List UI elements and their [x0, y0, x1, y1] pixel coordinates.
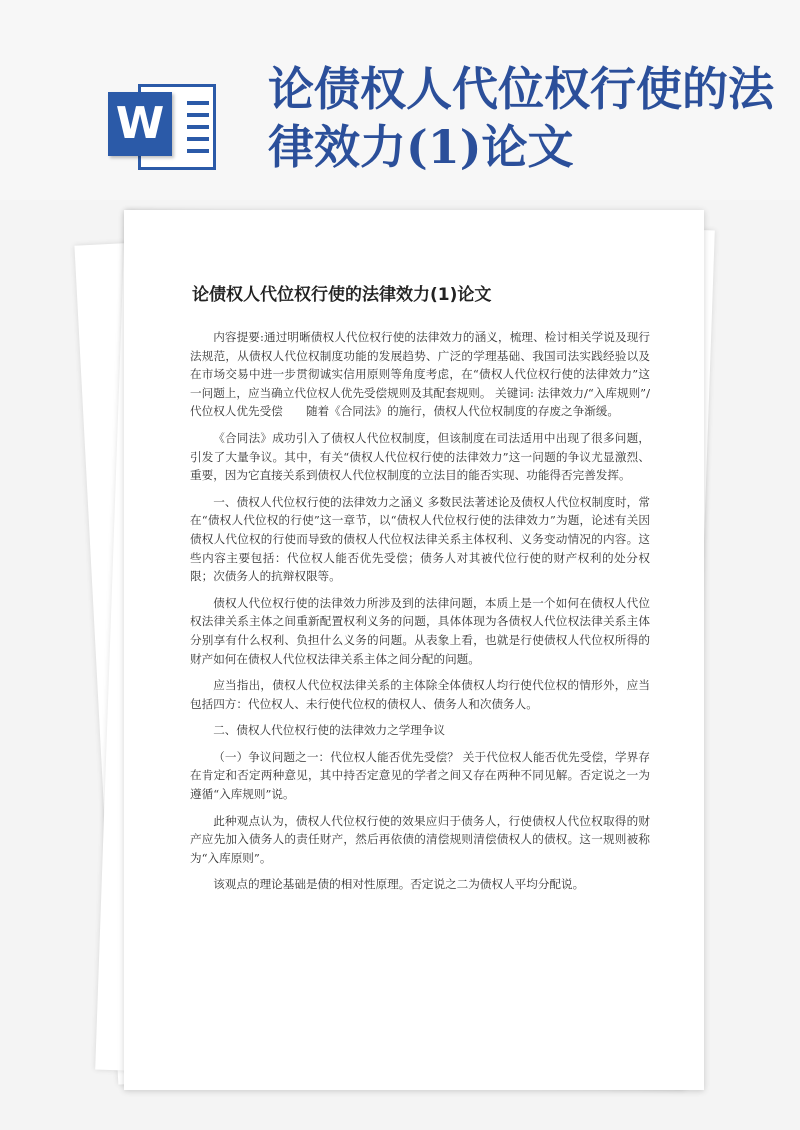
document-title: 论债权人代位权行使的法律效力(1)论文: [192, 285, 492, 305]
section-heading: 二、债权人代位权行使的法律效力之学理争议: [213, 723, 446, 738]
paragraph: 应当指出，债权人代位权法律关系的主体除全体债权人均行使代位权的情形外，应当包括四方：代位权人、未行使代位权的债权人、债务人和次债务人。: [190, 678, 650, 711]
paragraph: 此种观点认为，债权人代位权行使的效果应归于债务人，行使债权人代位权取得的财产应先加入债务人的责任财产，然后再依债的清偿规则清偿债权人的债权。这一规则被称为“入库原则”。: [190, 813, 650, 865]
paragraph: 债权人代位权行使的法律效力所涉及到的法律问题，本质上是一个如何在债权人代位权法律关系主体之间重新配置权利义务的问题，具体体现为各债权人代位权法律关系主体分别享有什么权利、负担什么义务的问题。从表象上看，也就是行使债权人代位权所得的财产如何在债权人代位权法律关系主体之间分配的问题。: [190, 595, 650, 666]
paragraph: 一、债权人代位权行使的法律效力之涵义 多数民法著述论及债权人代位权制度时，常在“债权人代位权的行使”这一章节，以“债权人代位权行使的法律效力”为题，论述有关因债权人代位权的行使而导致的债权人代位权法律关系主体权利、义务变动情况的内容。这些内容主要包括：代位权人能否优先受偿；债务人对其被代位行使的财产权利的处分权限；次债务人的抗辩权限等。: [190, 494, 650, 584]
paragraph: 《合同法》成功引入了债权人代位权制度，但该制度在司法适用中出现了很多问题，引发了大量争议。其中，有关“债权人代位权行使的法律效力”这一问题的争议尤显激烈、重要，因为它直接关系到债权人代位权制度的立法目的能否实现、功能得否完善发挥。: [190, 430, 650, 483]
paragraph: 内容提要:通过明晰债权人代位权行使的法律效力的涵义，梳理、检讨相关学说及现行法规范，从债权人代位权制度功能的发展趋势、广泛的学理基础、我国司法实践经验以及在市场交易中进一步贯彻诚实信用原则等角度考虑，在“债权人代位权行使的法律效力”这一问题上，应当确立代位权人优先受偿规则及其配套规则。 关键词: 法律效力/“入库规则”/代位权人优先受偿 随着《合同法》的施行，债权人代位权制度的存废之争渐缓。: [190, 330, 650, 419]
paragraph: （一）争议问题之一：代位权人能否优先受偿？ 关于代位权人能否优先受偿，学界存在肯定和否定两种意见，其中持否定意见的学者之间又存在两种不同见解。否定说之一为遵循“入库规则”说。: [190, 749, 650, 802]
word-badge-icon: W: [108, 92, 172, 156]
word-document-icon: [108, 74, 216, 174]
document-body: [190, 328, 650, 902]
paragraph: 该观点的理论基础是债的相对性原理。否定说之二为债权人平均分配说。: [213, 877, 585, 892]
page-title: 论债权人代位权行使的法律效力(1)论文: [268, 62, 774, 174]
document-page: [124, 210, 704, 1090]
